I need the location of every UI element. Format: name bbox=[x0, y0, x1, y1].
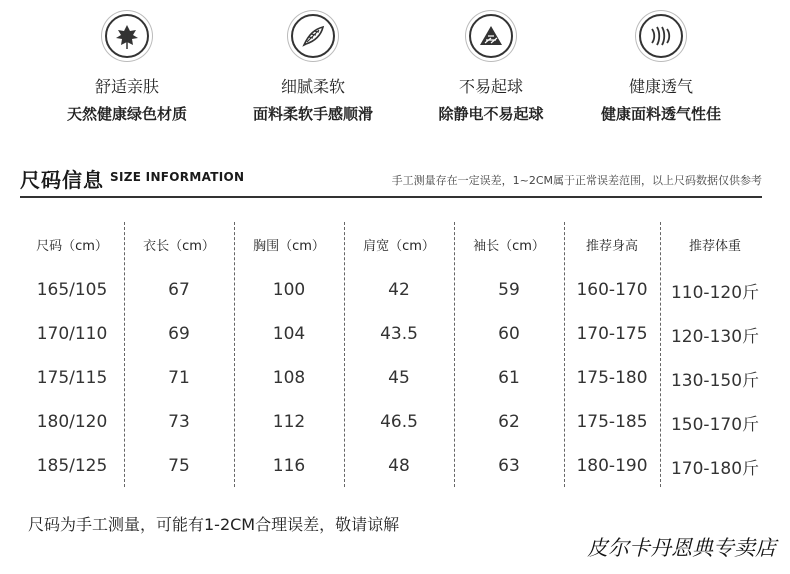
breathable-icon bbox=[639, 14, 683, 58]
table-cell: 42 bbox=[388, 280, 410, 300]
table-cell: 43.5 bbox=[380, 324, 418, 344]
feature-title: 不易起球 bbox=[458, 77, 523, 96]
header-cell: 推荐体重 bbox=[688, 238, 741, 254]
table-row bbox=[20, 446, 770, 486]
table-header-row bbox=[20, 224, 770, 264]
table-cell: 100 bbox=[272, 280, 306, 300]
feature-subtitle: 除静电不易起球 bbox=[438, 105, 544, 123]
header-cell: 胸围（cm） bbox=[253, 238, 325, 254]
table-cell: 175-185 bbox=[576, 412, 648, 432]
table-cell: 120-130斤 bbox=[670, 326, 760, 347]
feature-item bbox=[32, 14, 222, 124]
table-cell: 130-150斤 bbox=[670, 370, 760, 391]
table-cell: 110-120斤 bbox=[670, 282, 760, 303]
table-cell: 71 bbox=[168, 368, 190, 388]
leaf-icon bbox=[105, 14, 149, 58]
table-cell: 116 bbox=[272, 456, 306, 476]
measurement-note: 手工测量存在一定误差，1~2CM属于正常误差范围，以上尺码数据仅供参考 bbox=[391, 174, 762, 187]
size-table bbox=[20, 222, 770, 490]
feature-item bbox=[218, 14, 408, 124]
table-cell: 75 bbox=[168, 456, 190, 476]
header-cell: 肩宽（cm） bbox=[363, 238, 435, 254]
table-cell: 175-180 bbox=[576, 368, 648, 388]
table-cell: 165/105 bbox=[36, 280, 108, 300]
header-cell: 袖长（cm） bbox=[473, 238, 545, 254]
table-cell: 59 bbox=[498, 280, 520, 300]
table-row bbox=[20, 358, 770, 398]
feature-subtitle: 天然健康绿色材质 bbox=[66, 105, 187, 123]
feature-item bbox=[396, 14, 586, 124]
size-info-title: 尺码信息 bbox=[20, 168, 104, 192]
feature-subtitle: 面料柔软手感顺滑 bbox=[252, 105, 373, 123]
table-cell: 63 bbox=[498, 456, 520, 476]
table-cell: 185/125 bbox=[36, 456, 108, 476]
table-cell: 180-190 bbox=[576, 456, 648, 476]
footer-note: 尺码为手工测量，可能有1-2CM合理误差，敬请谅解 bbox=[28, 515, 400, 534]
table-cell: 170/110 bbox=[36, 324, 108, 344]
feature-title: 舒适亲肤 bbox=[94, 77, 159, 96]
table-cell: 112 bbox=[272, 412, 306, 432]
table-cell: 180/120 bbox=[36, 412, 108, 432]
shop-name: 皮尔卡丹恩典专卖店 bbox=[587, 536, 776, 560]
size-info-subtitle: SIZE INFORMATION bbox=[110, 170, 245, 184]
table-cell: 61 bbox=[498, 368, 520, 388]
table-cell: 67 bbox=[168, 280, 190, 300]
table-row bbox=[20, 270, 770, 310]
table-cell: 170-175 bbox=[576, 324, 648, 344]
feature-strip bbox=[0, 0, 790, 140]
table-cell: 48 bbox=[388, 456, 410, 476]
table-cell: 45 bbox=[388, 368, 410, 388]
feature-title: 细腻柔软 bbox=[280, 77, 345, 96]
table-cell: 60 bbox=[498, 324, 520, 344]
size-info-header bbox=[20, 160, 762, 198]
table-cell: 46.5 bbox=[380, 412, 418, 432]
table-cell: 108 bbox=[272, 368, 306, 388]
table-cell: 175/115 bbox=[36, 368, 108, 388]
table-cell: 160-170 bbox=[576, 280, 648, 300]
table-cell: 69 bbox=[168, 324, 190, 344]
feature-subtitle: 健康面料透气性佳 bbox=[600, 105, 721, 123]
table-row bbox=[20, 402, 770, 442]
feather-icon bbox=[291, 14, 335, 58]
header-cell: 推荐身高 bbox=[585, 238, 638, 254]
table-cell: 150-170斤 bbox=[670, 414, 760, 435]
table-cell: 62 bbox=[498, 412, 520, 432]
table-row bbox=[20, 314, 770, 354]
header-cell: 衣长（cm） bbox=[143, 238, 215, 254]
table-cell: 104 bbox=[272, 324, 306, 344]
header-cell: 尺码（cm） bbox=[36, 238, 108, 254]
fabric-icon bbox=[469, 14, 513, 58]
feature-item bbox=[566, 14, 756, 124]
table-cell: 73 bbox=[168, 412, 190, 432]
feature-title: 健康透气 bbox=[628, 77, 693, 96]
table-cell: 170-180斤 bbox=[670, 458, 760, 479]
